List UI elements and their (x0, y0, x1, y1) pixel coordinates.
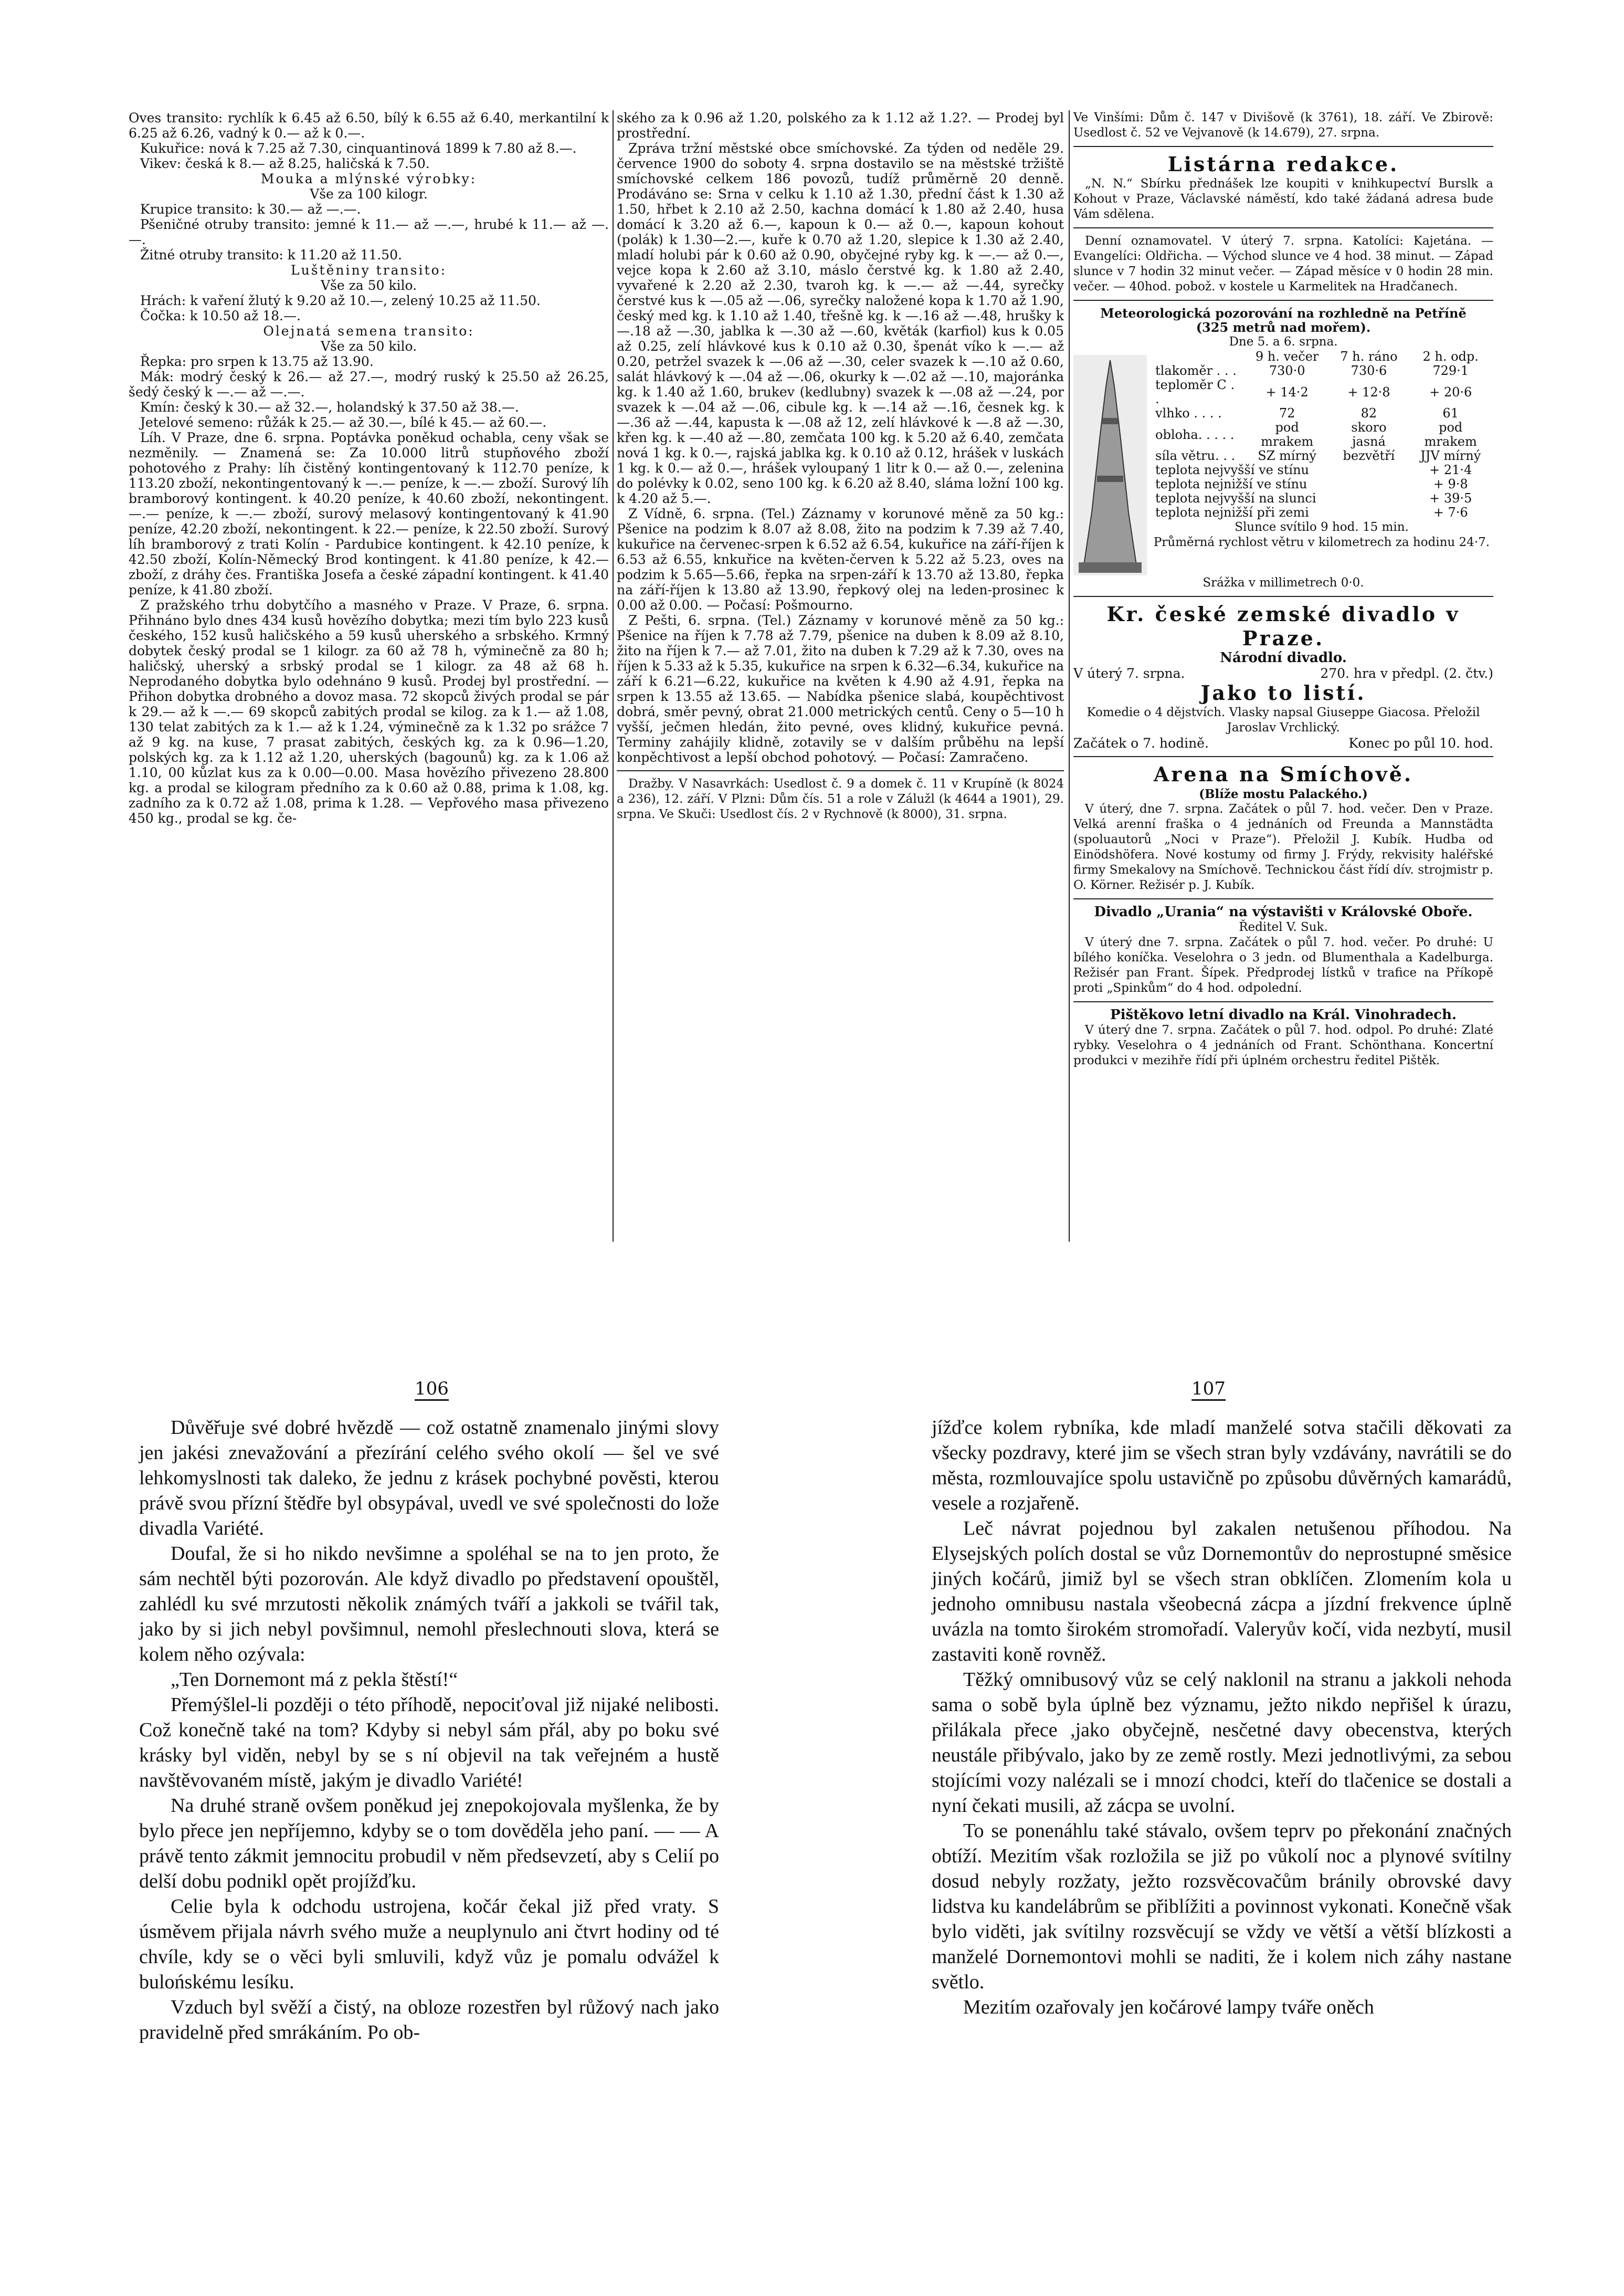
market-krupice: Krupice transito: k 30.— až —.—. (140, 202, 361, 217)
theater-desc: Komedie o 4 dějstvích. Vlasky napsal Giuseppe Giacosa. Přeložil Jaroslav Vrchlický. (1087, 706, 1480, 735)
story-paragraph: Doufal, že si ho nikdo nevšimne a spoléhal se na to jen proto, že sám nechtěl býti pozorován. Ale když divadlo po představení opouštěl, zahlédl ku své mrzutosti několik známých tváří a jakkoli se tvářil tak, jako by si jich nebyl povšimnul, nemohl přeslechnouti slova, která se kolem něho ozývala: (139, 1543, 719, 1665)
meteo-row: vlhko . . . . 72 82 61 (1155, 406, 1459, 421)
theater-end: Konec po půl 10. hod. (1348, 736, 1493, 751)
column-rule-2 (1069, 110, 1070, 1242)
story-left-column (139, 1415, 719, 2045)
divider (1073, 898, 1493, 899)
theater-title: Kr. české zemské divadlo v Praze. (1106, 602, 1460, 650)
urania-title: Divadlo „Urania“ na výstavišti v Královské Oboře. (1094, 904, 1473, 920)
theater-hra: 270. hra v předpl. (2. čtv.) (1320, 666, 1493, 681)
market-vikev: Vikev: česká k 8.— až 8.25, haličská k 7.50. (140, 156, 430, 171)
theater-date-row (1073, 666, 1493, 681)
auctions: Dražby. V Nasavrkách: Usedlost č. 9 a domek č. 11 v Krupíně (k 8024 a 236), 12. září. V Plzni: Dům čís. 51 a role v Zálužl (k 4644 a 1901), 29. srpna. Ve Skuči: Usedlost čís. 2 v Rychnově (k 8000), 31. srpna. (617, 777, 1064, 821)
meteo-extra-row: teplota nejvyšší na slunci + 39·5 (1155, 491, 1472, 506)
theater-day: V úterý 7. srpna. (1073, 666, 1185, 681)
pistek-title: Pištěkovo letní divadlo na Král. Vinohradech. (1110, 1007, 1457, 1023)
market-vepr-cont: ského za k 0.96 až 1.20, polského za k 1.12 až 1.2?. — Prodej byl prostřední. (617, 110, 1064, 141)
listarna-title: Listárna redakce. (1167, 152, 1399, 176)
market-pest: Z Pešti, 6. srpna. (Tel.) Záznamy v korunové měně za 50 kg.: Pšenice na říjen k 7.78 až 7.79, pšenice na duben k 8.09 až 8.10, žito na říjen k 7.— až 7.01, žito na duben k 7.29 až k 7.30, oves na říjen k 5.33 až k 5.35, kukuřice na srpen k 6.32—6.34, kukuřice na září k 6.21—6.22, kukuřice na květen k 4.90 až 4.91, řepka na srpen k 13.55 až 13.65. — Nabídka pšenice slabá, koupěchtivost dobrá, směr pevný, obrat 21.000 metrických centů. Ceny o 5—10 h vyšší, ječmen hledán, žito pevné, oves klidný, kukuřice pevná. Terminy zahájily klidně, zotavily se v dalším průběhu na lepší konpěchtivost a lepší obchod pohotový. — Počasí: Zamračeno. (617, 613, 1064, 765)
market-heading-olejnata: Olejnatá semena transito: (263, 323, 474, 339)
story-paragraph: Mezitím ozařovaly jen kočárové lampy tváře oněch (963, 1996, 1374, 2018)
divider (617, 770, 1064, 771)
meteo-date: Dne 5. a 6. srpna. (1229, 335, 1338, 349)
meteo-row: obloha. . . . . pod mrakem skoro jasná pod mrakem (1155, 420, 1477, 449)
meteo-extra-row: teplota nejvyšší ve stínu + 21·4 (1155, 463, 1472, 477)
page-number-left: 106 (415, 1378, 449, 1401)
meteo-wind: Průměrná rychlost větru v kilometrech za hodinu 24·7. (1153, 536, 1490, 549)
meteo-sun: Slunce svítilo 9 hod. 15 min. (1235, 520, 1409, 534)
market-heading-lusteniny: Luštěniny transito: (291, 263, 447, 278)
market-column-2 (617, 110, 1064, 822)
urania-director: Ředitel V. Suk. (1239, 920, 1328, 934)
story-paragraph: Přemýšlel-li později o této příhodě, nepociťoval již nijaké nelibosti. Což konečně také na tom? Kdyby si nebyl sám přál, aby po boku své krásky byl viděn, nebyl by se s ní objevil na tak veřejném a hustě navštěvovaném místě, jakým je divadlo Variété! (139, 1694, 719, 1791)
meteo-row: teploměr C . . + 14·2 + 12·8 + 20·6 (1155, 378, 1472, 406)
story-paragraph: To se ponenáhlu také stávalo, ovšem teprv po překonání značných obtíží. Mezitím však rozložila se již po vůkolí noc a plynové svítilny dosud nebyly rozžaty, ježto rozsvěcovačům bránily obrovské davy lidstva ku kandelábrům se přiblížiti a povinnost vykonati. Konečně však bylo viděti, jak svítilny rozsvěcují se vždy ve větší a větší blízkosti a manželé Dornemontovi mohli se naditi, že i kolem nich záhy nastane světlo. (932, 1820, 1512, 1993)
arena-text: V úterý, dne 7. srpna. Začátek o půl 7. hod. večer. Den v Praze. Velká arenní fraška o 4 jednáních od Freunda a Mannstädta (spoluautorů „Noci v Praze“). Přeložil J. Kubík. Hudba od Einödshöfera. Nové kostumy od firmy J. Frýdy, rekvisity haléřské firmy Smekalovy na Smíchově. Technickou část řídí dív. strojmistr p. O. Körner. Režisér p. J. Kubík. (1073, 802, 1493, 892)
market-smichov: Zpráva tržní městské obce smíchovské. Za týden od neděle 29. července 1900 do soboty 4. srpna dostavilo se na městské tržiště smíchovské celkem 186 povozů, tudíž průměrně 20 denně. Prodáváno se: Srna v celku k 1.10 až 1.30, přední část k 1.30 až 1.50, hřbet k 2.10 až 2.50, kachna domácí k 1.80 až 2.40, husa domácí k 3.20 až 6.—, kapoun k 0.— až 0.—, kapoun kohout (polák) k 1.30—2.—, kuře k 0.70 až 1.20, slepice k 1.30 až 2.40, mladí holubi pár k 0.60 až 0.90, obyčejné ryby kg. k —.— až 0.—, vejce kopa k 2.60 až 3.10, máslo čerstvé kg. k 1.80 až 2.40, vyvařené k 2.20 až 2.30, tvaroh kg. k —.— až —.44, syrečky čerstvé kus k —.05 až —.06, syrečky naložené kopa k 1.70 až 1.90, český med kg. k 1.10 až 1.40, třešně kg. k —.16 až —.48, hrušky k —.18 až —.30, jablka k —.30 až —.60, květák (karfiol) kus k 0.05 až 0.25, zelí hlávkové kus k 0.10 až 0.30, špenát víko k —.— až 0.20, petržel svazek k —.06 až —.30, celer svazek k —.10 až 0.60, salát hlávkový k —.04 až —.06, okurky k —.02 až —.10, majoránka kg. k 1.40 až 1.60, brukev (kedlubny) svazek k —.08 až —.24, por svazek k —.04 až —.06, cibule kg. k —.14 až —.16, česnek kg. k —.36 až —.44, kapusta k —.08 až 12, zelí hlávkové k —.8 až —.30, křen kg. k —.40 až —.80, zemčata 100 kg. k 5.20 až 6.40, zemčata nová 1 kg. k 0.—, rajská jablka kg. k 0.10 až 0.12, hrášek v luskách 1 kg. k 0.— až 0.—, hrášek vyloupaný 1 litr k 0.— až 0.—, zelenina do polévky k 0.02, seno 100 kg. k 6.20 až 8.40, sláma ložní 100 kg. k 4.20 až 5.—. (617, 141, 1064, 506)
market-oves: Oves transito: rychlík k 6.45 až 6.50, bílý k 6.55 až 6.40, merkantilní k 6.25 až 6.26, vadný k 0.— až k 0.—. (129, 110, 609, 141)
auctions-cont: Ve Vinšími: Dům č. 147 v Divišově (k 3761), 18. září. Ve Zbirově: Usedlost č. 52 ve Vejvanově (k 14.679), 27. srpna. (1073, 111, 1493, 140)
pistek-text: V úterý dne 7. srpna. Začátek o půl 7. hod. odpol. Po druhé: Zlaté rybky. Veselohra o 4 jednáních od Frant. Schönthana. Koncertní produkci v mezihře řídí při úplném orchestru ředitel Pištěk. (1073, 1023, 1493, 1067)
market-mak: Mák: modrý český k 26.— až 27.—, modrý ruský k 25.50 až 26.25, šedý český k —.— až —.—. (129, 369, 609, 400)
arena-title: Arena na Smíchově. (1153, 762, 1414, 786)
arena-subtitle: (Blíže mostu Palackého.) (1199, 787, 1368, 801)
story-paragraph: Na druhé straně ovšem poněkud jej znepokojovala myšlenka, že by bylo přece jen nepříjemno, kdyby se o tom dověděla jeho paní. — — A právě tento zákmit jemnocitu probudil v něm předsevzetí, aby s Celií po delší dobu podnikl opět projížďku. (139, 1795, 719, 1892)
market-zitne-otruby: Žitné otruby transito: k 11.20 až 11.50. (140, 247, 402, 263)
market-kukurice: Kukuřice: nová k 7.25 až 7.30, cinquantinová 1899 k 7.80 až 8.—. (140, 141, 577, 156)
petrin-tower-image (1073, 355, 1147, 575)
meteo-extra-row: teplota nejnižší při zemi + 7·6 (1155, 505, 1468, 520)
market-repka: Řepka: pro srpen k 13.75 až 13.90. (140, 354, 374, 369)
theater-play: Jako to listí. (1200, 681, 1366, 705)
market-unit-50: Vše za 50 kilo. (320, 278, 417, 293)
market-kmin: Kmín: český k 30.— až 32.—, holandský k 37.50 až 38.—. (140, 400, 519, 415)
divider (1073, 596, 1493, 597)
meteo-subtitle: (325 metrů nad mořem). (1196, 320, 1371, 335)
market-heading-mouka: Mouka a mlýnské výrobky: (260, 171, 477, 186)
market-column-1 (129, 110, 609, 826)
market-psenicne-otruby: Pšeničné otruby transito: jemné k 11.— až —.—, hrubé k 11.— až —.—. (129, 217, 609, 247)
divider (1073, 1001, 1493, 1002)
story-paragraph: Vzduch byl svěží a čistý, na obloze rozestřen byl růžový nach jako pravidelně před smrákáním. Po ob- (139, 1996, 719, 2043)
theater-subtitle: Národní divadlo. (1220, 650, 1347, 666)
story-paragraph: Důvěřuje své dobré hvězdě — což ostatně znamenalo jinými slovy jen jakési znevažování a přezírání celého svého okolí — šel ve své lehkomyslnosti tak daleko, že jednu z krásek pochybné pověsti, kterou právě svou přízní štědře byl obsypával, uvedl ve své společnosti do lože divadla Variété. (139, 1417, 719, 1539)
meteo-row: síla větru. . . SZ mírný bezvětří JJV mírný (1155, 448, 1481, 463)
meteo-row: tlakoměr . . . 730·0 730·6 729·1 (1155, 363, 1469, 378)
page-number-right: 107 (1191, 1378, 1226, 1401)
divider (1073, 300, 1493, 301)
market-unit-100: Vše za 100 kilogr. (310, 186, 428, 202)
urania-text: V úterý dne 7. srpna. Začátek o půl 7. hod. večer. Po druhé: U bílého koníčka. Veselohra o 3 jedn. od Blumenthala a Kadelburga. Režisér pan Frant. Šípek. Předprodej lístků v trafice na Příkopě proti „Spinkům“ do 4 hod. odpolední. (1073, 936, 1493, 995)
story-paragraph: „Ten Dornemont má z pekla štěstí!“ (171, 1669, 458, 1691)
divider (1073, 146, 1493, 147)
divider (1073, 227, 1493, 228)
theater-start: Začátek o 7. hodině. (1073, 736, 1209, 751)
story-paragraph: jížďce kolem rybníka, kde mladí manželé sotva stačili děkovati za všecky pozdravy, které jim se všech stran byly vzdávány, navrátili se do města, rozmlouvajíce spolu ustavičně po způsobu důvěrných kamarádů, vesele a rozjařeně. (932, 1417, 1512, 1514)
market-lih: Líh. V Praze, dne 6. srpna. Poptávka poněkud ochabla, ceny však se nezměnily. — Znamená se: Za 10.000 litrů stupňového zboží pohotového z Prahy: líh čistěný kontingentovaný k 112.70 peníze, k 113.20 zboží, nekontingentovaný k —.— peníze, k —.— zboží. Surový líh bramborový kontingent. k 40.20 peníze, k 40.60 zboží, nekontingent. —.— peníze, k —.— zboží, surový melasový kontingentovaný k 41.90 peníze, 42.20 zboží, nekontingent. k 22.— peníze, k 22.50 zboží. Surový líh bramborový z trati Kolín - Pardubice kontingent. k 42.10 peníze, k 42.50 zboží, Kolín-Německý Brod kontingent. k 41.80 peníze, k 42.— zboží, z dráhy čes. Františka Josefa a české západní kontingent. k 41.40 peníze, k 41.80 zboží. (129, 430, 609, 597)
market-unit-50b: Vše za 50 kilo. (320, 339, 417, 354)
story-right-column (932, 1415, 1512, 2020)
story-paragraph: Těžký omnibusový vůz se celý naklonil na stranu a jakkoli nehoda sama o sobě byla úplně bez významu, ježto nikdo nepřišel k úrazu, přilákala přece ,jako obyčejně, nesčetné davy obecenstva, kterých neustále přibývalo, jako by ze země rostly. Mezi jednotlivými, za sebou stojícími vozy nalézali se i mnozí chodci, kteří do tlačenice se dostali a nyní čekati musili, až zácpa se uvolní. (932, 1669, 1512, 1817)
meteo-rain: Srážka v millimetrech 0·0. (1203, 576, 1364, 590)
meteo-col-header: 7 h. ráno (1340, 349, 1398, 364)
meteo-extra-row: teplota nejnižší ve stínu + 9·8 (1155, 477, 1468, 491)
listarna-text: „N. N.“ Sbírku přednášek lze koupiti v knihkupectví Burslk a Kohout v Praze, Václavské náměstí, kdo také žádaná adresa bude Vám sdělena. (1073, 177, 1493, 221)
market-viden: Z Vídně, 6. srpna. (Tel.) Záznamy v korunové měně za 50 kg.: Pšenice na podzim k 8.07 až 8.08, žito na podzim k 7.39 až 7.40, kukuřice na červenec-srpen k 6.52 až 6.54, kukuřice na září-říjen k 6.53 až 6.55, knkuřice na květen-červen k 5.22 až 5.23, oves na podzim k 5.65—5.66, řepka na srpen-září k 13.70 až 13.80, řepka na září-říjen k 13.80 až 13.90, řepkový olej na leden-prosinec k 0.00 až 0.00. — Počasí: Pošmourno. (617, 506, 1064, 613)
notices-column (1073, 110, 1493, 1068)
meteo-table (1152, 350, 1493, 520)
meteo-col-header: 9 h. večer (1255, 349, 1319, 364)
story-paragraph: Celie byla k odchodu ustrojena, kočár čekal již před vraty. S úsměvem přijala návrh svého muže a neuplynulo ani čtvrt hodiny od té chvíle, kdy se o věci byli smluvili, když vůz je pomalu odvážel k bulońskému lesíku. (139, 1895, 719, 1993)
market-dobytek: Z pražského trhu dobytčího a masného v Praze. V Praze, 6. srpna. Přihnáno bylo dnes 434 kusů hovězího dobytka; mezi tím bylo 223 kusů českého, 152 kusů haličského a 59 kusů uherského a srbského. Krmný dobytek český prodal se 1 kilogr. za 60 až 78 h, výminečně za 80 h; haličský, uherský a srbský prodal se 1 kilogr. za 48 až 68 h. Neprodaného dobytka bylo odehnáno 9 kusů. Prodej byl prostřední. — Přihon dobytka drobného a dovoz masa. 72 skopců živých prodal se pár k 29.— až k —.— 69 skopců zabitých prodal se kilog. za k 1.— až 1.08, 130 telat zabitých za k 1.— až k 1.24, výminečně za k 1.32 po srážce 7 až 9 kg. na kuse, 7 prasat zabitých, českých kg. za k 0.96—1.20, polských kg. za k 1.12 až 1.20, uherských (bagounů) kg. za k 1.06 až 1.10, 00 kůzlat kus za k 0.00—0.00. Masa hovězího přivezeno 28.800 kg. a prodal se kilogram předního za k 0.60 až 0.88, prima k 1.08, kg. zadního za k 0.72 až 1.08, prima k 1.28. — Vepřového masa přivezeno 450 kg., prodal se kg. če- (129, 597, 609, 826)
theater-times-row (1073, 736, 1493, 751)
meteo-title: Meteorologická pozorování na rozhledně na Petříně (1100, 306, 1467, 321)
column-rule-1 (613, 110, 614, 1242)
divider (1073, 756, 1493, 757)
market-cocka: Čočka: k 10.50 až 18.—. (140, 308, 301, 323)
meteo-col-header: 2 h. odp. (1422, 349, 1479, 364)
meteo-block (1073, 306, 1493, 591)
market-jetelove: Jetelové semeno: růžák k 25.— až 30.—, bílé k 45.— až 60.—. (140, 415, 547, 430)
market-hrach: Hrách: k vaření žlutý k 9.20 až 10.—, zelený 10.25 až 11.50. (140, 293, 541, 308)
story-paragraph: Leč návrat pojednou byl zakalen netušenou příhodou. Na Elysejských polích dostal se vůz Dornemontův do neprostupné směsice jiných kočárů, jimiž byl se všech stran obklíčen. Zlomením kola u jednoho omnibusu nastala všeobecná zácpa a jízdní frekvence úplně uvázla na tomto širokém stromořadí. Valeryův kočí, vida nezbytí, musil zastaviti koně rovněž. (932, 1517, 1512, 1665)
denni-oznamovatel: Denní oznamovatel. V úterý 7. srpna. Katolíci: Kajetána. — Evangelíci: Oldřicha. — Východ slunce ve 4 hod. 38 minut. — Západ slunce v 7 hodin 32 minut večer. — Západ měsíce v 0 hodin 28 min. večer. — 40hod. pobož. v kostele u Karmelitek na Hradčanech. (1073, 234, 1493, 293)
